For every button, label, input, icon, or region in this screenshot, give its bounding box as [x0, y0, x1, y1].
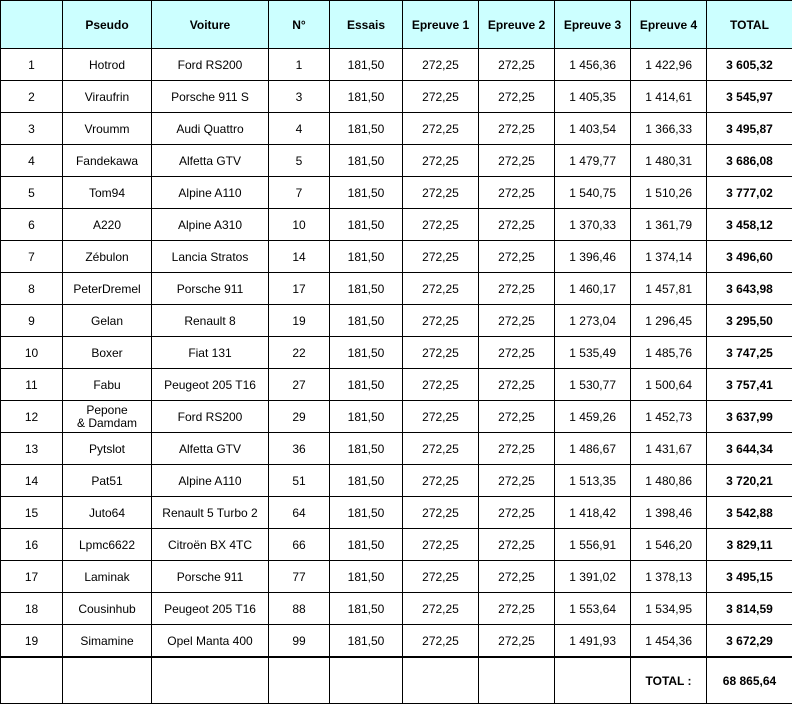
footer-empty-cell [479, 657, 555, 704]
table-row [1, 177, 792, 209]
epreuve3-header: Epreuve 3 [555, 1, 631, 49]
epreuve1-cell: 272,25 [403, 369, 479, 401]
epreuve3-cell: 1 405,35 [555, 81, 631, 113]
header-row [1, 1, 792, 49]
total-header: TOTAL [707, 1, 792, 49]
table-row [1, 145, 792, 177]
pseudo-cell: Simamine [63, 625, 152, 658]
car-cell: Lancia Stratos [152, 241, 269, 273]
footer-empty-cell [63, 657, 152, 704]
footer-empty-cell [1, 657, 63, 704]
epreuve3-cell: 1 535,49 [555, 337, 631, 369]
essais-cell: 181,50 [330, 113, 403, 145]
rank-cell: 2 [1, 81, 63, 113]
car-cell: Citroën BX 4TC [152, 529, 269, 561]
epreuve1-cell: 272,25 [403, 81, 479, 113]
table-row [1, 369, 792, 401]
epreuve4-cell: 1 366,33 [631, 113, 707, 145]
car-cell: Audi Quattro [152, 113, 269, 145]
number-cell: 7 [269, 177, 330, 209]
rank-cell: 11 [1, 369, 63, 401]
pseudo-cell: Boxer [63, 337, 152, 369]
epreuve4-cell: 1 422,96 [631, 49, 707, 81]
grand-total-label: TOTAL : [631, 657, 707, 704]
epreuve2-cell: 272,25 [479, 145, 555, 177]
essais-cell: 181,50 [330, 81, 403, 113]
number-cell: 66 [269, 529, 330, 561]
epreuve3-cell: 1 530,77 [555, 369, 631, 401]
epreuve1-cell: 272,25 [403, 177, 479, 209]
rank-cell: 14 [1, 465, 63, 497]
rank-cell: 19 [1, 625, 63, 658]
total-cell: 3 777,02 [707, 177, 792, 209]
epreuve4-cell: 1 452,73 [631, 401, 707, 433]
total-cell: 3 814,59 [707, 593, 792, 625]
table-row [1, 561, 792, 593]
essais-cell: 181,50 [330, 497, 403, 529]
epreuve3-cell: 1 460,17 [555, 273, 631, 305]
epreuve4-cell: 1 480,86 [631, 465, 707, 497]
epreuve1-cell: 272,25 [403, 305, 479, 337]
epreuve1-cell: 272,25 [403, 273, 479, 305]
rank-cell: 13 [1, 433, 63, 465]
total-cell: 3 644,34 [707, 433, 792, 465]
epreuve3-cell: 1 491,93 [555, 625, 631, 658]
essais-cell: 181,50 [330, 241, 403, 273]
table-row [1, 433, 792, 465]
car-header: Voiture [152, 1, 269, 49]
epreuve2-cell: 272,25 [479, 593, 555, 625]
table-row [1, 305, 792, 337]
total-cell: 3 637,99 [707, 401, 792, 433]
number-cell: 5 [269, 145, 330, 177]
epreuve2-cell: 272,25 [479, 241, 555, 273]
total-cell: 3 542,88 [707, 497, 792, 529]
number-cell: 77 [269, 561, 330, 593]
rank-cell: 4 [1, 145, 63, 177]
rank-cell: 10 [1, 337, 63, 369]
rank-cell: 7 [1, 241, 63, 273]
car-cell: Ford RS200 [152, 401, 269, 433]
car-cell: Porsche 911 [152, 561, 269, 593]
essais-cell: 181,50 [330, 401, 403, 433]
essais-header: Essais [330, 1, 403, 49]
pseudo-cell: Hotrod [63, 49, 152, 81]
car-cell: Alpine A110 [152, 177, 269, 209]
epreuve2-header: Epreuve 2 [479, 1, 555, 49]
car-cell: Peugeot 205 T16 [152, 593, 269, 625]
car-cell: Alfetta GTV [152, 145, 269, 177]
epreuve1-cell: 272,25 [403, 241, 479, 273]
total-cell: 3 747,25 [707, 337, 792, 369]
pseudo-cell: PeterDremel [63, 273, 152, 305]
epreuve4-cell: 1 431,67 [631, 433, 707, 465]
essais-cell: 181,50 [330, 337, 403, 369]
epreuve2-cell: 272,25 [479, 177, 555, 209]
number-cell: 3 [269, 81, 330, 113]
total-cell: 3 829,11 [707, 529, 792, 561]
number-cell: 22 [269, 337, 330, 369]
epreuve4-header: Epreuve 4 [631, 1, 707, 49]
pseudo-cell: Vroumm [63, 113, 152, 145]
table-row [1, 81, 792, 113]
epreuve3-cell: 1 273,04 [555, 305, 631, 337]
total-cell: 3 686,08 [707, 145, 792, 177]
epreuve4-cell: 1 361,79 [631, 209, 707, 241]
number-cell: 88 [269, 593, 330, 625]
essais-cell: 181,50 [330, 465, 403, 497]
epreuve2-cell: 272,25 [479, 305, 555, 337]
epreuve4-cell: 1 546,20 [631, 529, 707, 561]
epreuve3-cell: 1 479,77 [555, 145, 631, 177]
table-row [1, 401, 792, 433]
number-cell: 17 [269, 273, 330, 305]
pseudo-cell: Fandekawa [63, 145, 152, 177]
number-cell: 10 [269, 209, 330, 241]
epreuve1-cell: 272,25 [403, 337, 479, 369]
epreuve3-cell: 1 403,54 [555, 113, 631, 145]
grand-total-value: 68 865,64 [707, 657, 792, 704]
pseudo-cell: Pat51 [63, 465, 152, 497]
pseudo-cell: Cousinhub [63, 593, 152, 625]
epreuve3-cell: 1 459,26 [555, 401, 631, 433]
table-row [1, 497, 792, 529]
car-cell: Porsche 911 S [152, 81, 269, 113]
pseudo-cell: Gelan [63, 305, 152, 337]
epreuve1-cell: 272,25 [403, 465, 479, 497]
epreuve3-cell: 1 391,02 [555, 561, 631, 593]
pseudo-cell: Juto64 [63, 497, 152, 529]
rank-cell: 8 [1, 273, 63, 305]
rank-cell: 3 [1, 113, 63, 145]
epreuve1-cell: 272,25 [403, 529, 479, 561]
epreuve2-cell: 272,25 [479, 81, 555, 113]
epreuve4-cell: 1 374,14 [631, 241, 707, 273]
essais-cell: 181,50 [330, 369, 403, 401]
footer-empty-cell [555, 657, 631, 704]
number-cell: 99 [269, 625, 330, 658]
epreuve1-cell: 272,25 [403, 433, 479, 465]
epreuve2-cell: 272,25 [479, 113, 555, 145]
pseudo-cell: Viraufrin [63, 81, 152, 113]
rank-cell: 1 [1, 49, 63, 81]
total-cell: 3 757,41 [707, 369, 792, 401]
pseudo-cell: A220 [63, 209, 152, 241]
total-cell: 3 295,50 [707, 305, 792, 337]
epreuve1-cell: 272,25 [403, 113, 479, 145]
number-cell: 64 [269, 497, 330, 529]
epreuve2-cell: 272,25 [479, 433, 555, 465]
epreuve4-cell: 1 500,64 [631, 369, 707, 401]
car-cell: Peugeot 205 T16 [152, 369, 269, 401]
car-cell: Renault 8 [152, 305, 269, 337]
epreuve1-cell: 272,25 [403, 497, 479, 529]
epreuve2-cell: 272,25 [479, 209, 555, 241]
number-cell: 36 [269, 433, 330, 465]
footer-empty-cell [152, 657, 269, 704]
total-cell: 3 458,12 [707, 209, 792, 241]
table-row [1, 49, 792, 81]
footer-empty-cell [330, 657, 403, 704]
rank-cell: 5 [1, 177, 63, 209]
total-cell: 3 720,21 [707, 465, 792, 497]
pseudo-cell: Zébulon [63, 241, 152, 273]
number-cell: 29 [269, 401, 330, 433]
table-row [1, 273, 792, 305]
pseudo-cell: Laminak [63, 561, 152, 593]
epreuve4-cell: 1 454,36 [631, 625, 707, 658]
epreuve4-cell: 1 378,13 [631, 561, 707, 593]
epreuve3-cell: 1 513,35 [555, 465, 631, 497]
epreuve2-cell: 272,25 [479, 561, 555, 593]
epreuve2-cell: 272,25 [479, 49, 555, 81]
epreuve2-cell: 272,25 [479, 465, 555, 497]
pseudo-cell: Tom94 [63, 177, 152, 209]
epreuve1-cell: 272,25 [403, 401, 479, 433]
epreuve2-cell: 272,25 [479, 273, 555, 305]
essais-cell: 181,50 [330, 625, 403, 658]
essais-cell: 181,50 [330, 49, 403, 81]
essais-cell: 181,50 [330, 145, 403, 177]
epreuve3-cell: 1 370,33 [555, 209, 631, 241]
epreuve3-cell: 1 418,42 [555, 497, 631, 529]
epreuve1-header: Epreuve 1 [403, 1, 479, 49]
table-row [1, 337, 792, 369]
epreuve4-cell: 1 534,95 [631, 593, 707, 625]
epreuve1-cell: 272,25 [403, 209, 479, 241]
pseudo-cell: Pepone & Damdam [63, 401, 152, 433]
total-cell: 3 605,32 [707, 49, 792, 81]
number-cell: 4 [269, 113, 330, 145]
essais-cell: 181,50 [330, 593, 403, 625]
rank-cell: 16 [1, 529, 63, 561]
table-body [1, 49, 792, 658]
epreuve1-cell: 272,25 [403, 49, 479, 81]
rank-cell: 6 [1, 209, 63, 241]
epreuve2-cell: 272,25 [479, 337, 555, 369]
total-cell: 3 495,87 [707, 113, 792, 145]
pseudo-header: Pseudo [63, 1, 152, 49]
epreuve1-cell: 272,25 [403, 145, 479, 177]
epreuve2-cell: 272,25 [479, 401, 555, 433]
table-row [1, 529, 792, 561]
epreuve4-cell: 1 414,61 [631, 81, 707, 113]
table-row [1, 625, 792, 658]
total-cell: 3 495,15 [707, 561, 792, 593]
rank-cell: 12 [1, 401, 63, 433]
table-row [1, 241, 792, 273]
epreuve3-cell: 1 486,67 [555, 433, 631, 465]
essais-cell: 181,50 [330, 529, 403, 561]
number-cell: 27 [269, 369, 330, 401]
number-cell: 14 [269, 241, 330, 273]
epreuve4-cell: 1 480,31 [631, 145, 707, 177]
epreuve3-cell: 1 396,46 [555, 241, 631, 273]
epreuve4-cell: 1 510,26 [631, 177, 707, 209]
total-cell: 3 496,60 [707, 241, 792, 273]
epreuve3-cell: 1 456,36 [555, 49, 631, 81]
car-cell: Renault 5 Turbo 2 [152, 497, 269, 529]
epreuve1-cell: 272,25 [403, 561, 479, 593]
essais-cell: 181,50 [330, 561, 403, 593]
rank-cell: 9 [1, 305, 63, 337]
number-cell: 51 [269, 465, 330, 497]
pseudo-cell: Lpmc6622 [63, 529, 152, 561]
epreuve1-cell: 272,25 [403, 593, 479, 625]
pseudo-cell: Fabu [63, 369, 152, 401]
car-cell: Fiat 131 [152, 337, 269, 369]
footer-empty-cell [403, 657, 479, 704]
car-cell: Alfetta GTV [152, 433, 269, 465]
number-cell: 19 [269, 305, 330, 337]
table-row [1, 113, 792, 145]
total-cell: 3 643,98 [707, 273, 792, 305]
car-cell: Alpine A310 [152, 209, 269, 241]
epreuve3-cell: 1 553,64 [555, 593, 631, 625]
table-row [1, 209, 792, 241]
footer-row [1, 657, 792, 704]
rank-cell: 17 [1, 561, 63, 593]
essais-cell: 181,50 [330, 305, 403, 337]
rank-header [1, 1, 63, 49]
car-cell: Alpine A110 [152, 465, 269, 497]
total-cell: 3 672,29 [707, 625, 792, 658]
rank-cell: 15 [1, 497, 63, 529]
epreuve2-cell: 272,25 [479, 497, 555, 529]
essais-cell: 181,50 [330, 177, 403, 209]
essais-cell: 181,50 [330, 209, 403, 241]
epreuve1-cell: 272,25 [403, 625, 479, 658]
epreuve4-cell: 1 485,76 [631, 337, 707, 369]
essais-cell: 181,50 [330, 273, 403, 305]
number-cell: 1 [269, 49, 330, 81]
epreuve2-cell: 272,25 [479, 529, 555, 561]
car-cell: Ford RS200 [152, 49, 269, 81]
pseudo-cell: Pytslot [63, 433, 152, 465]
epreuve4-cell: 1 398,46 [631, 497, 707, 529]
table-row [1, 465, 792, 497]
epreuve4-cell: 1 457,81 [631, 273, 707, 305]
number-header: N° [269, 1, 330, 49]
epreuve2-cell: 272,25 [479, 625, 555, 658]
footer-empty-cell [269, 657, 330, 704]
epreuve3-cell: 1 540,75 [555, 177, 631, 209]
rank-cell: 18 [1, 593, 63, 625]
epreuve3-cell: 1 556,91 [555, 529, 631, 561]
car-cell: Porsche 911 [152, 273, 269, 305]
car-cell: Opel Manta 400 [152, 625, 269, 658]
table-row [1, 593, 792, 625]
total-cell: 3 545,97 [707, 81, 792, 113]
epreuve4-cell: 1 296,45 [631, 305, 707, 337]
essais-cell: 181,50 [330, 433, 403, 465]
epreuve2-cell: 272,25 [479, 369, 555, 401]
